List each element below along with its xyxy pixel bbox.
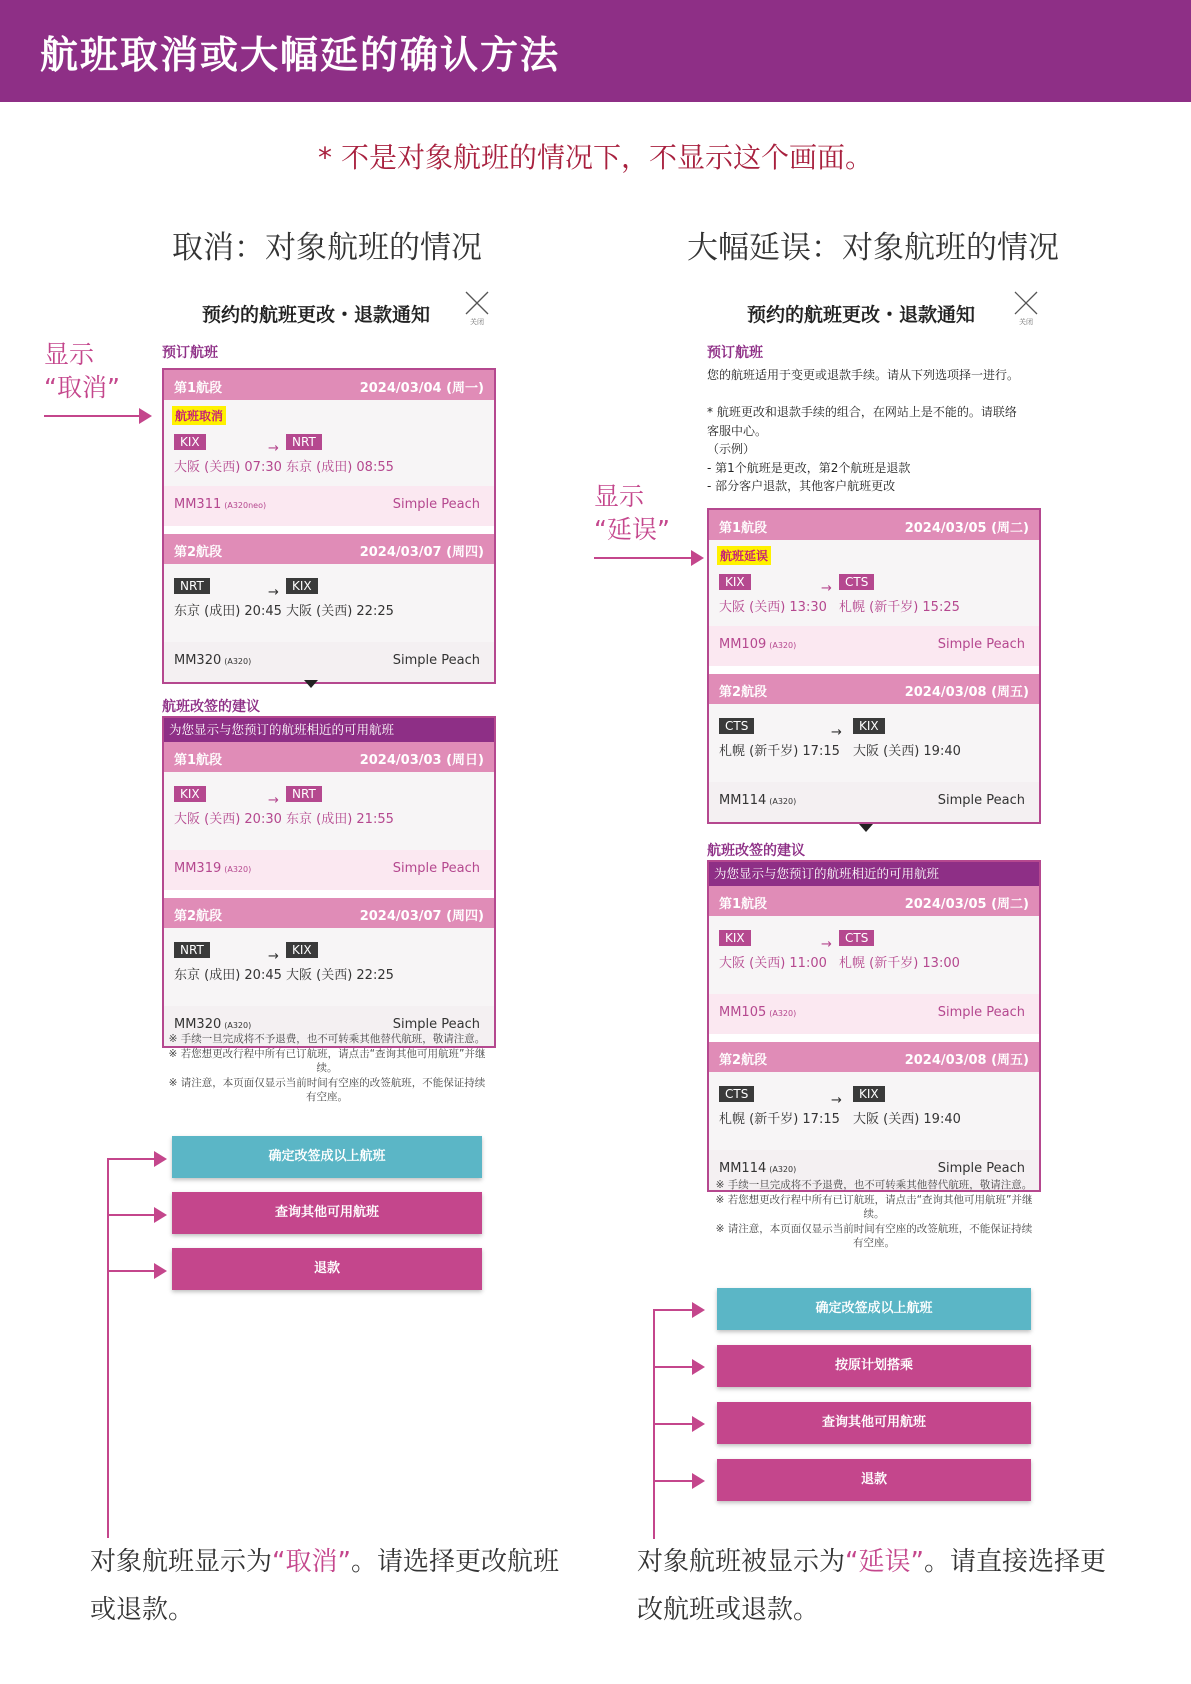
fare-type: Simple Peach	[937, 1005, 1025, 1020]
leg-route	[164, 400, 494, 486]
origin-place: 大阪 (关西) 13:30	[719, 600, 827, 615]
booked-flights-card	[707, 508, 1041, 824]
origin-code: CTS	[719, 1086, 754, 1102]
leg-route	[709, 704, 1039, 782]
left-column-title: 取消：对象航班的情况	[172, 230, 482, 266]
leg-date: 2024/03/08 (周五)	[904, 1053, 1029, 1068]
connector-arrow	[107, 1214, 155, 1216]
leg-header	[164, 898, 494, 928]
booked-flights-label: 预订航班	[707, 345, 763, 361]
destination-code: NRT	[286, 786, 322, 802]
delay-instruction-pre: 对象航班被显示为	[637, 1547, 846, 1577]
aircraft-type: (A320neo)	[224, 501, 267, 510]
flight-number: MM320	[174, 1017, 222, 1032]
destination-place: 大阪 (关西) 22:25	[286, 604, 394, 619]
leg-date: 2024/03/04 (周一)	[359, 381, 484, 396]
flight-info	[164, 642, 494, 682]
close-button[interactable]	[464, 290, 492, 326]
route-arrow-icon: →	[821, 581, 832, 596]
leg-date: 2024/03/07 (周四)	[359, 545, 484, 560]
leg-number: 第1航段	[174, 753, 223, 768]
fare-type: Simple Peach	[392, 1017, 480, 1032]
suggestion-label: 航班改签的建议	[707, 843, 805, 859]
suggested-flights-card	[707, 860, 1041, 1192]
delay-instruction-post: 。请直接选择更改航班或退款。	[637, 1547, 1106, 1625]
leg-date: 2024/03/07 (周四)	[359, 909, 484, 924]
destination-place: 大阪 (关西) 19:40	[853, 744, 961, 759]
leg-date: 2024/03/05 (周二)	[904, 897, 1029, 912]
refund-button[interactable]: 退款	[717, 1459, 1031, 1501]
flight-number: MM320	[174, 653, 222, 668]
leg-number: 第2航段	[174, 909, 223, 924]
refund-button[interactable]: 退款	[172, 1248, 482, 1290]
close-label: 关闭	[1019, 318, 1033, 326]
suggestion-banner: 为您显示与您预订的航班相近的可用航班	[709, 862, 1039, 886]
route-arrow-icon: →	[268, 949, 279, 964]
cancel-instruction-pre: 对象航班显示为	[90, 1547, 273, 1577]
page-title: 航班取消或大幅延的确认方法	[40, 33, 561, 77]
route-arrow-icon: →	[268, 793, 279, 808]
leg-route	[709, 1072, 1039, 1150]
suggestion-label: 航班改签的建议	[162, 699, 260, 715]
origin-place: 札幌 (新千岁) 17:15	[719, 1112, 840, 1127]
origin-code: NRT	[174, 942, 210, 958]
fare-type: Simple Peach	[937, 1161, 1025, 1176]
panel-title: 预约的航班更改・退款通知	[202, 304, 431, 326]
search-other-flights-button[interactable]: 查询其他可用航班	[717, 1402, 1031, 1444]
suggested-flights-card	[162, 716, 496, 1048]
cancel-instruction	[90, 1538, 560, 1634]
aircraft-type: (A320)	[224, 1021, 252, 1030]
delay-instruction-highlight: “延误”	[845, 1547, 924, 1577]
connector-arrow	[653, 1480, 693, 1482]
close-icon	[1013, 290, 1039, 316]
flight-number: MM109	[719, 637, 767, 652]
origin-place: 大阪 (关西) 07:30	[174, 460, 282, 475]
search-other-flights-button[interactable]: 查询其他可用航班	[172, 1192, 482, 1234]
close-icon	[464, 290, 490, 316]
origin-code: KIX	[719, 930, 751, 946]
leg-header	[709, 886, 1039, 916]
destination-place: 大阪 (关西) 19:40	[853, 1112, 961, 1127]
leg-number: 第2航段	[719, 685, 768, 700]
confirm-change-button[interactable]: 确定改签成以上航班	[717, 1288, 1031, 1330]
fare-type: Simple Peach	[937, 793, 1025, 808]
origin-code: KIX	[719, 574, 751, 590]
leg-date: 2024/03/05 (周二)	[904, 521, 1029, 536]
booked-flights-label: 预订航班	[162, 345, 218, 361]
destination-code: CTS	[839, 930, 874, 946]
destination-place: 东京 (成田) 21:55	[286, 812, 394, 827]
flight-number: MM114	[719, 1161, 767, 1176]
leg-header	[164, 370, 494, 400]
aircraft-type: (A320)	[224, 657, 252, 666]
flight-number: MM311	[174, 497, 222, 512]
suggestion-banner: 为您显示与您预订的航班相近的可用航班	[164, 718, 494, 742]
connector-arrow	[107, 1158, 155, 1160]
right-column-title: 大幅延误：对象航班的情况	[687, 230, 1059, 266]
origin-code: CTS	[719, 718, 754, 734]
intro-line: 客服中心。	[707, 423, 768, 438]
connector-arrow	[653, 1309, 693, 1311]
origin-place: 大阪 (关西) 11:00	[719, 956, 827, 971]
intro-line	[707, 385, 1019, 404]
connector-arrow	[653, 1366, 693, 1368]
note-item: ※ 手续一旦完成将不予退费，也不可转乘其他替代航班，敬请注意。	[168, 1033, 486, 1045]
chevron-down-icon	[859, 824, 873, 832]
route-arrow-icon: →	[831, 1093, 842, 1108]
delay-pointer-arrow	[594, 557, 692, 559]
origin-place: 东京 (成田) 20:45	[174, 968, 282, 983]
intro-line: - 部分客户退款，其他客户航班更改	[707, 479, 896, 493]
destination-place: 札幌 (新千岁) 13:00	[839, 956, 960, 971]
aircraft-type: (A320)	[224, 865, 252, 874]
notes	[715, 1178, 1033, 1251]
route-arrow-icon: →	[268, 441, 279, 456]
cancel-side-label-line2: “取消”	[44, 373, 120, 402]
flight-number: MM105	[719, 1005, 767, 1020]
leg-route	[164, 564, 494, 642]
intro-line: （示例）	[707, 442, 756, 456]
note-item: ※ 请注意，本页面仅显示当前时间有空座的改签航班，不能保证持续有空座。	[715, 1222, 1033, 1249]
page-header	[0, 0, 1191, 102]
destination-code: KIX	[286, 942, 318, 958]
chevron-down-icon	[304, 680, 318, 688]
aircraft-type: (A320)	[769, 1009, 797, 1018]
cancel-instruction-post: 。请选择更改航班或退款。	[90, 1547, 559, 1625]
destination-code: NRT	[286, 434, 322, 450]
aircraft-type: (A320)	[769, 641, 797, 650]
origin-place: 札幌 (新千岁) 17:15	[719, 744, 840, 759]
destination-place: 大阪 (关西) 22:25	[286, 968, 394, 983]
leg-date: 2024/03/03 (周日)	[359, 753, 484, 768]
route-arrow-icon: →	[821, 937, 832, 952]
flight-number: MM114	[719, 793, 767, 808]
flight-info	[709, 994, 1039, 1034]
leg-number: 第1航段	[174, 381, 223, 396]
leg-date: 2024/03/08 (周五)	[904, 685, 1029, 700]
aircraft-type: (A320)	[769, 797, 797, 806]
leg-header	[709, 1042, 1039, 1072]
leg-header	[709, 510, 1039, 540]
panel-title: 预约的航班更改・退款通知	[747, 304, 976, 326]
booked-flights-card	[162, 368, 496, 684]
procedure-intro	[707, 366, 1019, 496]
leg-number: 第1航段	[719, 897, 768, 912]
flight-info	[709, 782, 1039, 822]
delay-instruction	[637, 1538, 1107, 1634]
board-as-planned-button[interactable]: 按原计划搭乘	[717, 1345, 1031, 1387]
leg-number: 第2航段	[174, 545, 223, 560]
close-button[interactable]	[1013, 290, 1041, 326]
intro-line: - 第1个航班是更改，第2个航班是退款	[707, 460, 911, 475]
delayed-flag: 航班延误	[717, 546, 771, 565]
note-item: ※ 若您想更改行程中所有已订航班，请点击“查询其他可用航班”并继续。	[715, 1193, 1033, 1220]
cancel-side-label-line1: 显示	[44, 340, 95, 369]
origin-place: 东京 (成田) 20:45	[174, 604, 282, 619]
delay-side-label-line2: “延误”	[594, 515, 670, 544]
cancel-side-label	[44, 338, 120, 404]
cancel-instruction-highlight: “取消”	[272, 1547, 351, 1577]
leg-number: 第2航段	[719, 1053, 768, 1068]
fare-type: Simple Peach	[392, 861, 480, 876]
flight-info	[709, 626, 1039, 666]
fare-type: Simple Peach	[937, 637, 1025, 652]
fare-type: Simple Peach	[392, 497, 480, 512]
notes	[168, 1032, 486, 1105]
fare-type: Simple Peach	[392, 653, 480, 668]
intro-line: * 航班更改和退款手续的组合，在网站上是不能的。请联络	[707, 405, 1017, 419]
leg-header	[709, 674, 1039, 704]
flight-info	[164, 850, 494, 890]
leg-header	[164, 742, 494, 772]
destination-code: KIX	[853, 1086, 885, 1102]
leg-route	[164, 928, 494, 1006]
flight-info	[164, 486, 494, 526]
leg-header	[164, 534, 494, 564]
close-label: 关闭	[470, 318, 484, 326]
origin-code: KIX	[174, 434, 206, 450]
flight-number: MM319	[174, 861, 222, 876]
confirm-change-button[interactable]: 确定改签成以上航班	[172, 1136, 482, 1178]
leg-number: 第1航段	[719, 521, 768, 536]
destination-place: 札幌 (新千岁) 15:25	[839, 600, 960, 615]
leg-route	[709, 916, 1039, 994]
leg-route	[164, 772, 494, 850]
cancel-notice-panel	[162, 290, 502, 1310]
note-item: ※ 手续一旦完成将不予退费，也不可转乘其他替代航班，敬请注意。	[715, 1179, 1033, 1191]
delay-notice-panel	[707, 290, 1047, 1510]
delay-side-label	[594, 480, 670, 546]
route-arrow-icon: →	[831, 725, 842, 740]
destination-code: KIX	[853, 718, 885, 734]
delay-side-label-line1: 显示	[594, 482, 645, 511]
origin-code: NRT	[174, 578, 210, 594]
origin-place: 大阪 (关西) 20:30	[174, 812, 282, 827]
route-arrow-icon: →	[268, 585, 279, 600]
destination-place: 东京 (成田) 08:55	[286, 460, 394, 475]
origin-code: KIX	[174, 786, 206, 802]
connector-arrow	[653, 1423, 693, 1425]
top-note: * 不是对象航班的情况下，不显示这个画面。	[318, 141, 873, 174]
destination-code: KIX	[286, 578, 318, 594]
intro-line: 您的航班适用于变更或退款手续。请从下列选项择一进行。	[707, 368, 1020, 382]
aircraft-type: (A320)	[769, 1165, 797, 1174]
connector-arrow	[107, 1270, 155, 1272]
destination-code: CTS	[839, 574, 874, 590]
cancelled-flag: 航班取消	[172, 406, 226, 425]
cancel-pointer-arrow	[44, 415, 140, 417]
leg-route	[709, 540, 1039, 626]
note-item: ※ 若您想更改行程中所有已订航班，请点击“查询其他可用航班”并继续。	[168, 1047, 486, 1074]
note-item: ※ 请注意，本页面仅显示当前时间有空座的改签航班，不能保证持续有空座。	[168, 1076, 486, 1103]
